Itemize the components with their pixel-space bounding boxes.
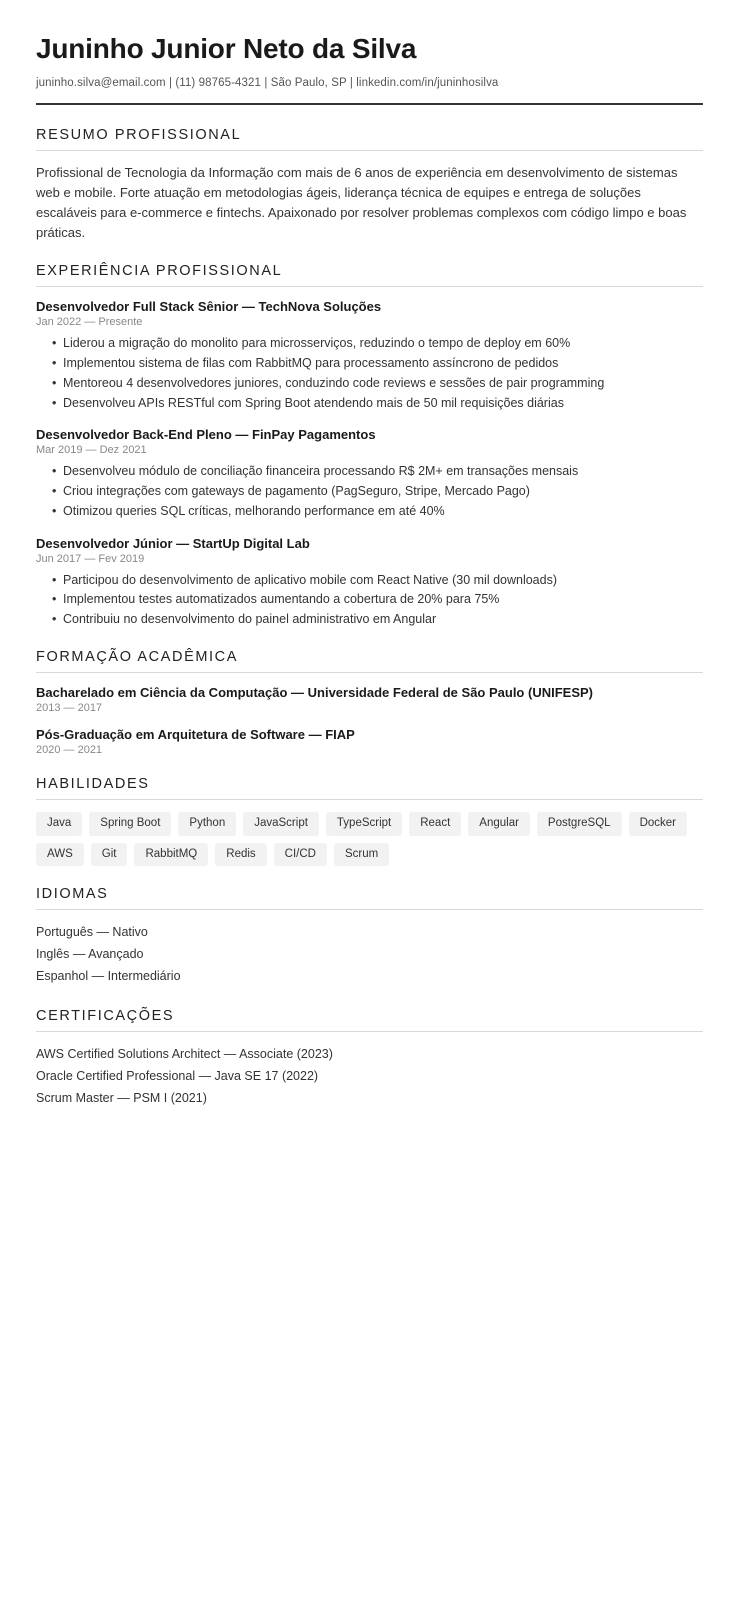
skill-tag: React xyxy=(409,812,461,836)
section-title-education: FORMAÇÃO ACADÊMICA xyxy=(36,648,239,665)
skill-tag: AWS xyxy=(36,843,84,867)
section-languages xyxy=(36,886,703,988)
experience-item xyxy=(36,299,703,412)
section-summary xyxy=(36,127,703,244)
experience-item xyxy=(36,536,703,629)
language-item: Inglês — Avançado xyxy=(36,947,144,962)
skill-tag: Scrum xyxy=(334,843,389,867)
education-item xyxy=(36,727,703,756)
education-dates: 2020 — 2021 xyxy=(36,743,103,756)
skill-tag: TypeScript xyxy=(326,812,402,836)
certification-list xyxy=(36,1044,703,1110)
job-title: Desenvolvedor Back-End Pleno — FinPay Pagamentos xyxy=(36,427,376,443)
section-divider xyxy=(36,799,703,800)
education-title: Pós-Graduação em Arquitetura de Software — FIAP xyxy=(36,726,355,742)
section-divider xyxy=(36,672,703,673)
job-bullet: • Implementou sistema de filas com RabbitMQ para processamento assíncrono de pedidos xyxy=(52,354,703,373)
section-divider xyxy=(36,286,703,287)
skill-tag: Angular xyxy=(468,812,530,836)
job-bullet: • Mentoreou 4 desenvolvedores juniores, conduzindo code reviews e sessões de pair programming xyxy=(52,374,703,393)
skill-tag: PostgreSQL xyxy=(537,812,622,836)
job-bullets xyxy=(36,462,703,520)
job-title: Desenvolvedor Júnior — StartUp Digital Lab xyxy=(36,535,310,551)
skill-tag: Git xyxy=(91,843,128,867)
job-dates: Jan 2022 — Presente xyxy=(36,316,143,329)
summary-text: Profissional de Tecnologia da Informação com mais de 6 anos de experiência em desenvolvimento de sistemas web e mobile. Forte atuação em metodologias ágeis, liderança técnica de equipes e entrega de soluções escaláveis para e-commerce e fintechs. Apaixonado por resolver problemas complexos com código limpo e boas práticas. xyxy=(36,164,687,241)
page-title: Juninho Junior Neto da Silva xyxy=(36,33,417,64)
certification-item: AWS Certified Solutions Architect — Associate (2023) xyxy=(36,1047,333,1062)
job-bullet: • Desenvolveu módulo de conciliação financeira processando R$ 2M+ em transações mensais xyxy=(52,462,703,481)
contact-line: juninho.silva@email.com | (11) 98765-4321 | São Paulo, SP | linkedin.com/in/juninhosilva xyxy=(36,76,499,89)
skill-tag: Python xyxy=(178,812,236,836)
certification-item: Oracle Certified Professional — Java SE 17 (2022) xyxy=(36,1068,319,1083)
skill-tag: CI/CD xyxy=(274,843,327,867)
section-title-skills: HABILIDADES xyxy=(36,775,150,792)
skill-list xyxy=(36,812,703,867)
language-item: Espanhol — Intermediário xyxy=(36,969,181,984)
language-list xyxy=(36,922,703,988)
skill-tag: Spring Boot xyxy=(89,812,171,836)
section-title-summary: RESUMO PROFISSIONAL xyxy=(36,126,242,143)
section-divider xyxy=(36,150,703,151)
section-title-experience: EXPERIÊNCIA PROFISSIONAL xyxy=(36,263,283,280)
job-title: Desenvolvedor Full Stack Sênior — TechNova Soluções xyxy=(36,299,382,315)
section-education xyxy=(36,649,703,756)
job-bullet: • Contribuiu no desenvolvimento do painel administrativo em Angular xyxy=(52,610,703,629)
job-bullet: • Criou integrações com gateways de pagamento (PagSeguro, Stripe, Mercado Pago) xyxy=(52,482,703,501)
section-title-certifications: CERTIFICAÇÕES xyxy=(36,1008,175,1025)
education-dates: 2013 — 2017 xyxy=(36,701,103,714)
section-title-languages: IDIOMAS xyxy=(36,886,109,903)
education-item xyxy=(36,685,703,714)
skill-tag: JavaScript xyxy=(243,812,319,836)
skill-tag: Redis xyxy=(215,843,266,867)
experience-item xyxy=(36,427,703,520)
section-certifications xyxy=(36,1008,703,1110)
certification-item: Scrum Master — PSM I (2021) xyxy=(36,1090,207,1105)
skill-tag: Docker xyxy=(629,812,687,836)
job-bullet: • Participou do desenvolvimento de aplicativo mobile com React Native (30 mil downloads) xyxy=(52,571,703,590)
language-item: Português — Nativo xyxy=(36,925,148,940)
job-bullet: • Liderou a migração do monolito para microsserviços, reduzindo o tempo de deploy em 60% xyxy=(52,334,703,353)
job-bullet: • Otimizou queries SQL críticas, melhorando performance em até 40% xyxy=(52,502,703,521)
job-dates: Mar 2019 — Dez 2021 xyxy=(36,444,147,457)
section-divider xyxy=(36,909,703,910)
education-title: Bacharelado em Ciência da Computação — Universidade Federal de São Paulo (UNIFESP) xyxy=(36,684,593,700)
job-bullets xyxy=(36,571,703,629)
skill-tag: Java xyxy=(36,812,82,836)
job-bullet: • Desenvolveu APIs RESTful com Spring Boot atendendo mais de 50 mil requisições diárias xyxy=(52,394,703,413)
job-bullets xyxy=(36,334,703,412)
header-divider xyxy=(36,103,703,105)
section-divider xyxy=(36,1031,703,1032)
section-experience xyxy=(36,263,703,629)
job-dates: Jun 2017 — Fev 2019 xyxy=(36,552,145,565)
job-bullet: • Implementou testes automatizados aumentando a cobertura de 20% para 75% xyxy=(52,590,703,609)
section-skills xyxy=(36,776,703,867)
skill-tag: RabbitMQ xyxy=(134,843,208,867)
